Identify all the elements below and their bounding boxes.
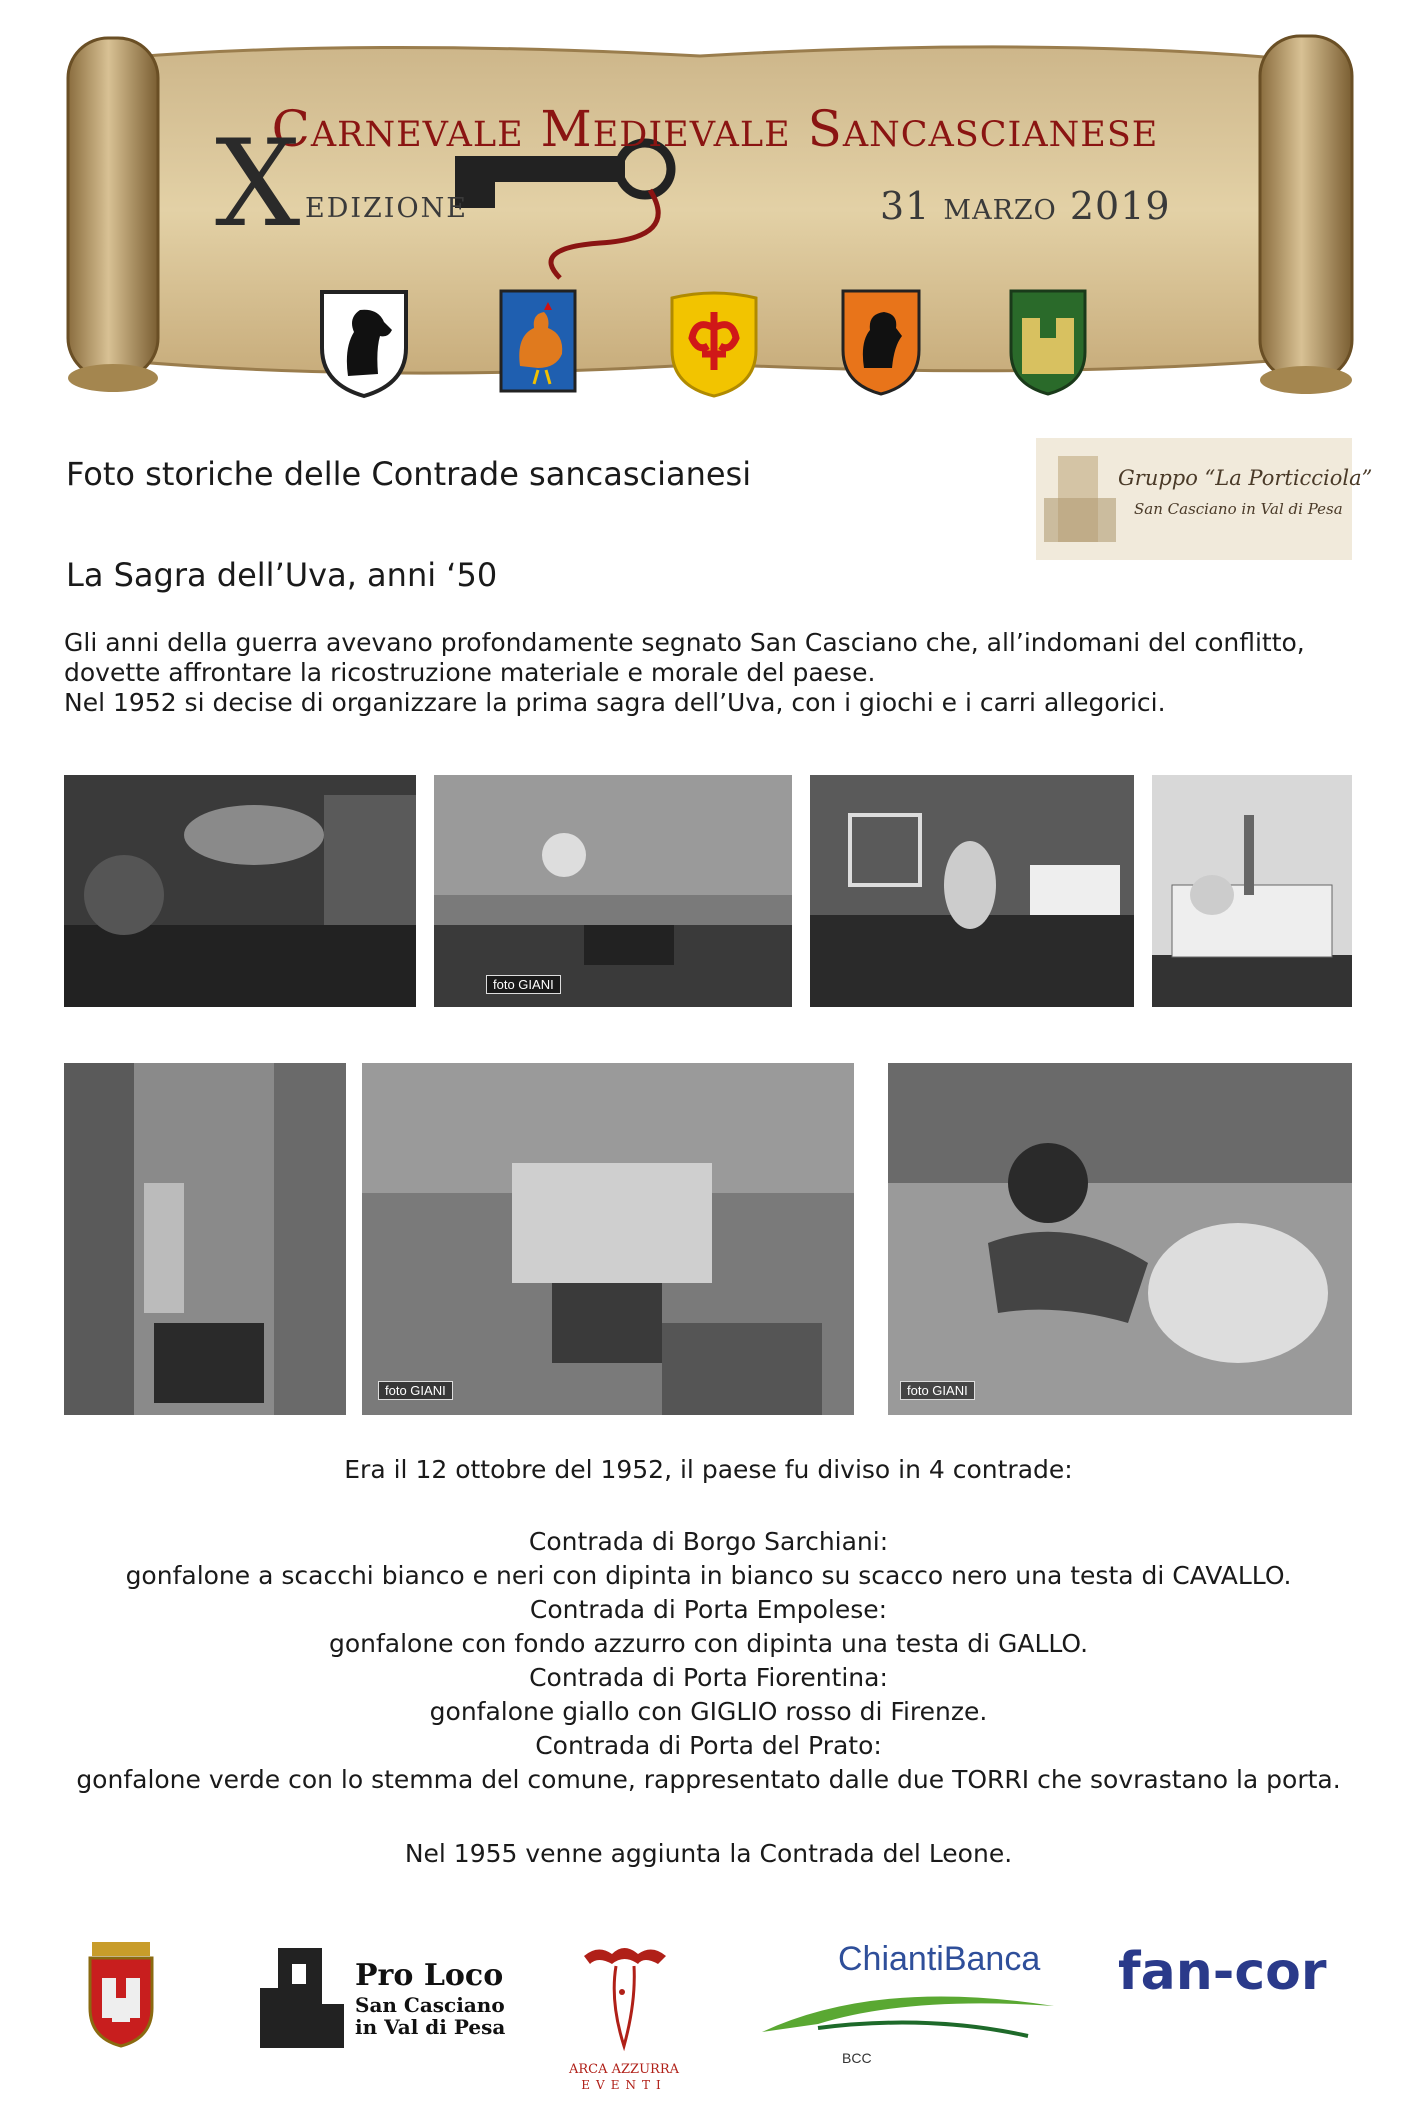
- bcc-label: BCC: [842, 2050, 872, 2066]
- banner-title: Carnevale Medievale Sancascianese: [271, 100, 1159, 158]
- section-subheading: La Sagra dell’Uva, anni ‘50: [66, 556, 498, 594]
- horse-shield-icon: [318, 288, 410, 400]
- arca-azzurra-sub: EVENTI: [581, 2078, 667, 2092]
- contrada-description: gonfalone verde con lo stemma del comune, rappresentato dalle due TORRI che sovrastano la porta.: [76, 1765, 1341, 1794]
- edition-numeral: X: [215, 115, 301, 254]
- contrada-name: Contrada di Porta Empolese:: [529, 1595, 888, 1624]
- towers-shield-icon: [1008, 288, 1088, 396]
- event-date: 31 marzo 2019: [880, 184, 1171, 228]
- arca-azzurra-name: ARCA AZZURRA: [568, 2062, 680, 2077]
- historic-photo-float-square: [434, 775, 792, 1007]
- lion-shield-icon: [840, 288, 922, 396]
- proloco-place: [355, 1994, 505, 2038]
- porticciola-title: Gruppo “La Porticciola”: [1118, 466, 1373, 490]
- contrade-list: [60, 1525, 1357, 1797]
- porticciola-logo: [1036, 438, 1352, 560]
- contrada-name: Contrada di Porta del Prato:: [535, 1731, 882, 1760]
- intro-paragraph-2: Nel 1952 si decise di organizzare la prima sagra dell’Uva, con i giochi e i carri allegorici.: [64, 688, 1166, 717]
- section-heading: Foto storiche delle Contrade sancascianesi: [66, 455, 752, 493]
- proloco-tower-icon: [256, 1944, 348, 2052]
- footer-line: Nel 1955 venne aggiunta la Contrada del Leone.: [404, 1839, 1013, 1868]
- historic-photo-crowd: [64, 775, 416, 1007]
- historic-photo-float-building: [1152, 775, 1352, 1007]
- proloco-place-line-1: San Casciano: [355, 1993, 505, 2017]
- intro-text: [64, 628, 1354, 718]
- historic-photo-costumes: [810, 775, 1134, 1007]
- historic-photo-wine-cart: [362, 1063, 854, 1415]
- chiantibanca-name: ChiantiBanca: [838, 1940, 1041, 1978]
- rooster-shield-icon: [498, 288, 578, 396]
- edition-word: edizione: [305, 182, 468, 226]
- contrada-description: gonfalone giallo con GIGLIO rosso di Firenze.: [429, 1697, 988, 1726]
- proloco-place-line-2: in Val di Pesa: [355, 2015, 506, 2039]
- historic-photo-street-tractor: [64, 1063, 346, 1415]
- contrada-name: Contrada di Borgo Sarchiani:: [528, 1527, 889, 1556]
- contrada-name: Contrada di Porta Fiorentina:: [529, 1663, 888, 1692]
- chiantibanca-swoosh-icon: [758, 1984, 1058, 2046]
- historic-photo-grape-treading: [888, 1063, 1352, 1415]
- date-line: Era il 12 ottobre del 1952, il paese fu diviso in 4 contrade:: [344, 1455, 1073, 1484]
- comune-crest-icon: [82, 1938, 160, 2050]
- contrada-description: gonfalone con fondo azzurro con dipinta una testa di GALLO.: [328, 1629, 1089, 1658]
- porticciola-subtitle: San Casciano in Val di Pesa: [1134, 500, 1343, 518]
- fancor-logo-text: fan-cor: [1118, 1942, 1327, 2002]
- photo-credit-label: foto GIANI: [378, 1381, 453, 1400]
- photo-credit-label: foto GIANI: [486, 975, 561, 994]
- photo-credit-label: foto GIANI: [900, 1381, 975, 1400]
- arca-azzurra-icon: [578, 1942, 672, 2058]
- intro-paragraph-1: Gli anni della guerra avevano profondamente segnato San Casciano che, all’indomani del conflitto, dovette affrontare la ricostruzione materiale e morale del paese.: [64, 628, 1305, 687]
- contrada-description: gonfalone a scacchi bianco e neri con dipinta in bianco su scacco nero una testa di CAVALLO.: [125, 1561, 1292, 1590]
- proloco-name: Pro Loco: [355, 1958, 504, 1993]
- lily-shield-icon: [668, 288, 760, 400]
